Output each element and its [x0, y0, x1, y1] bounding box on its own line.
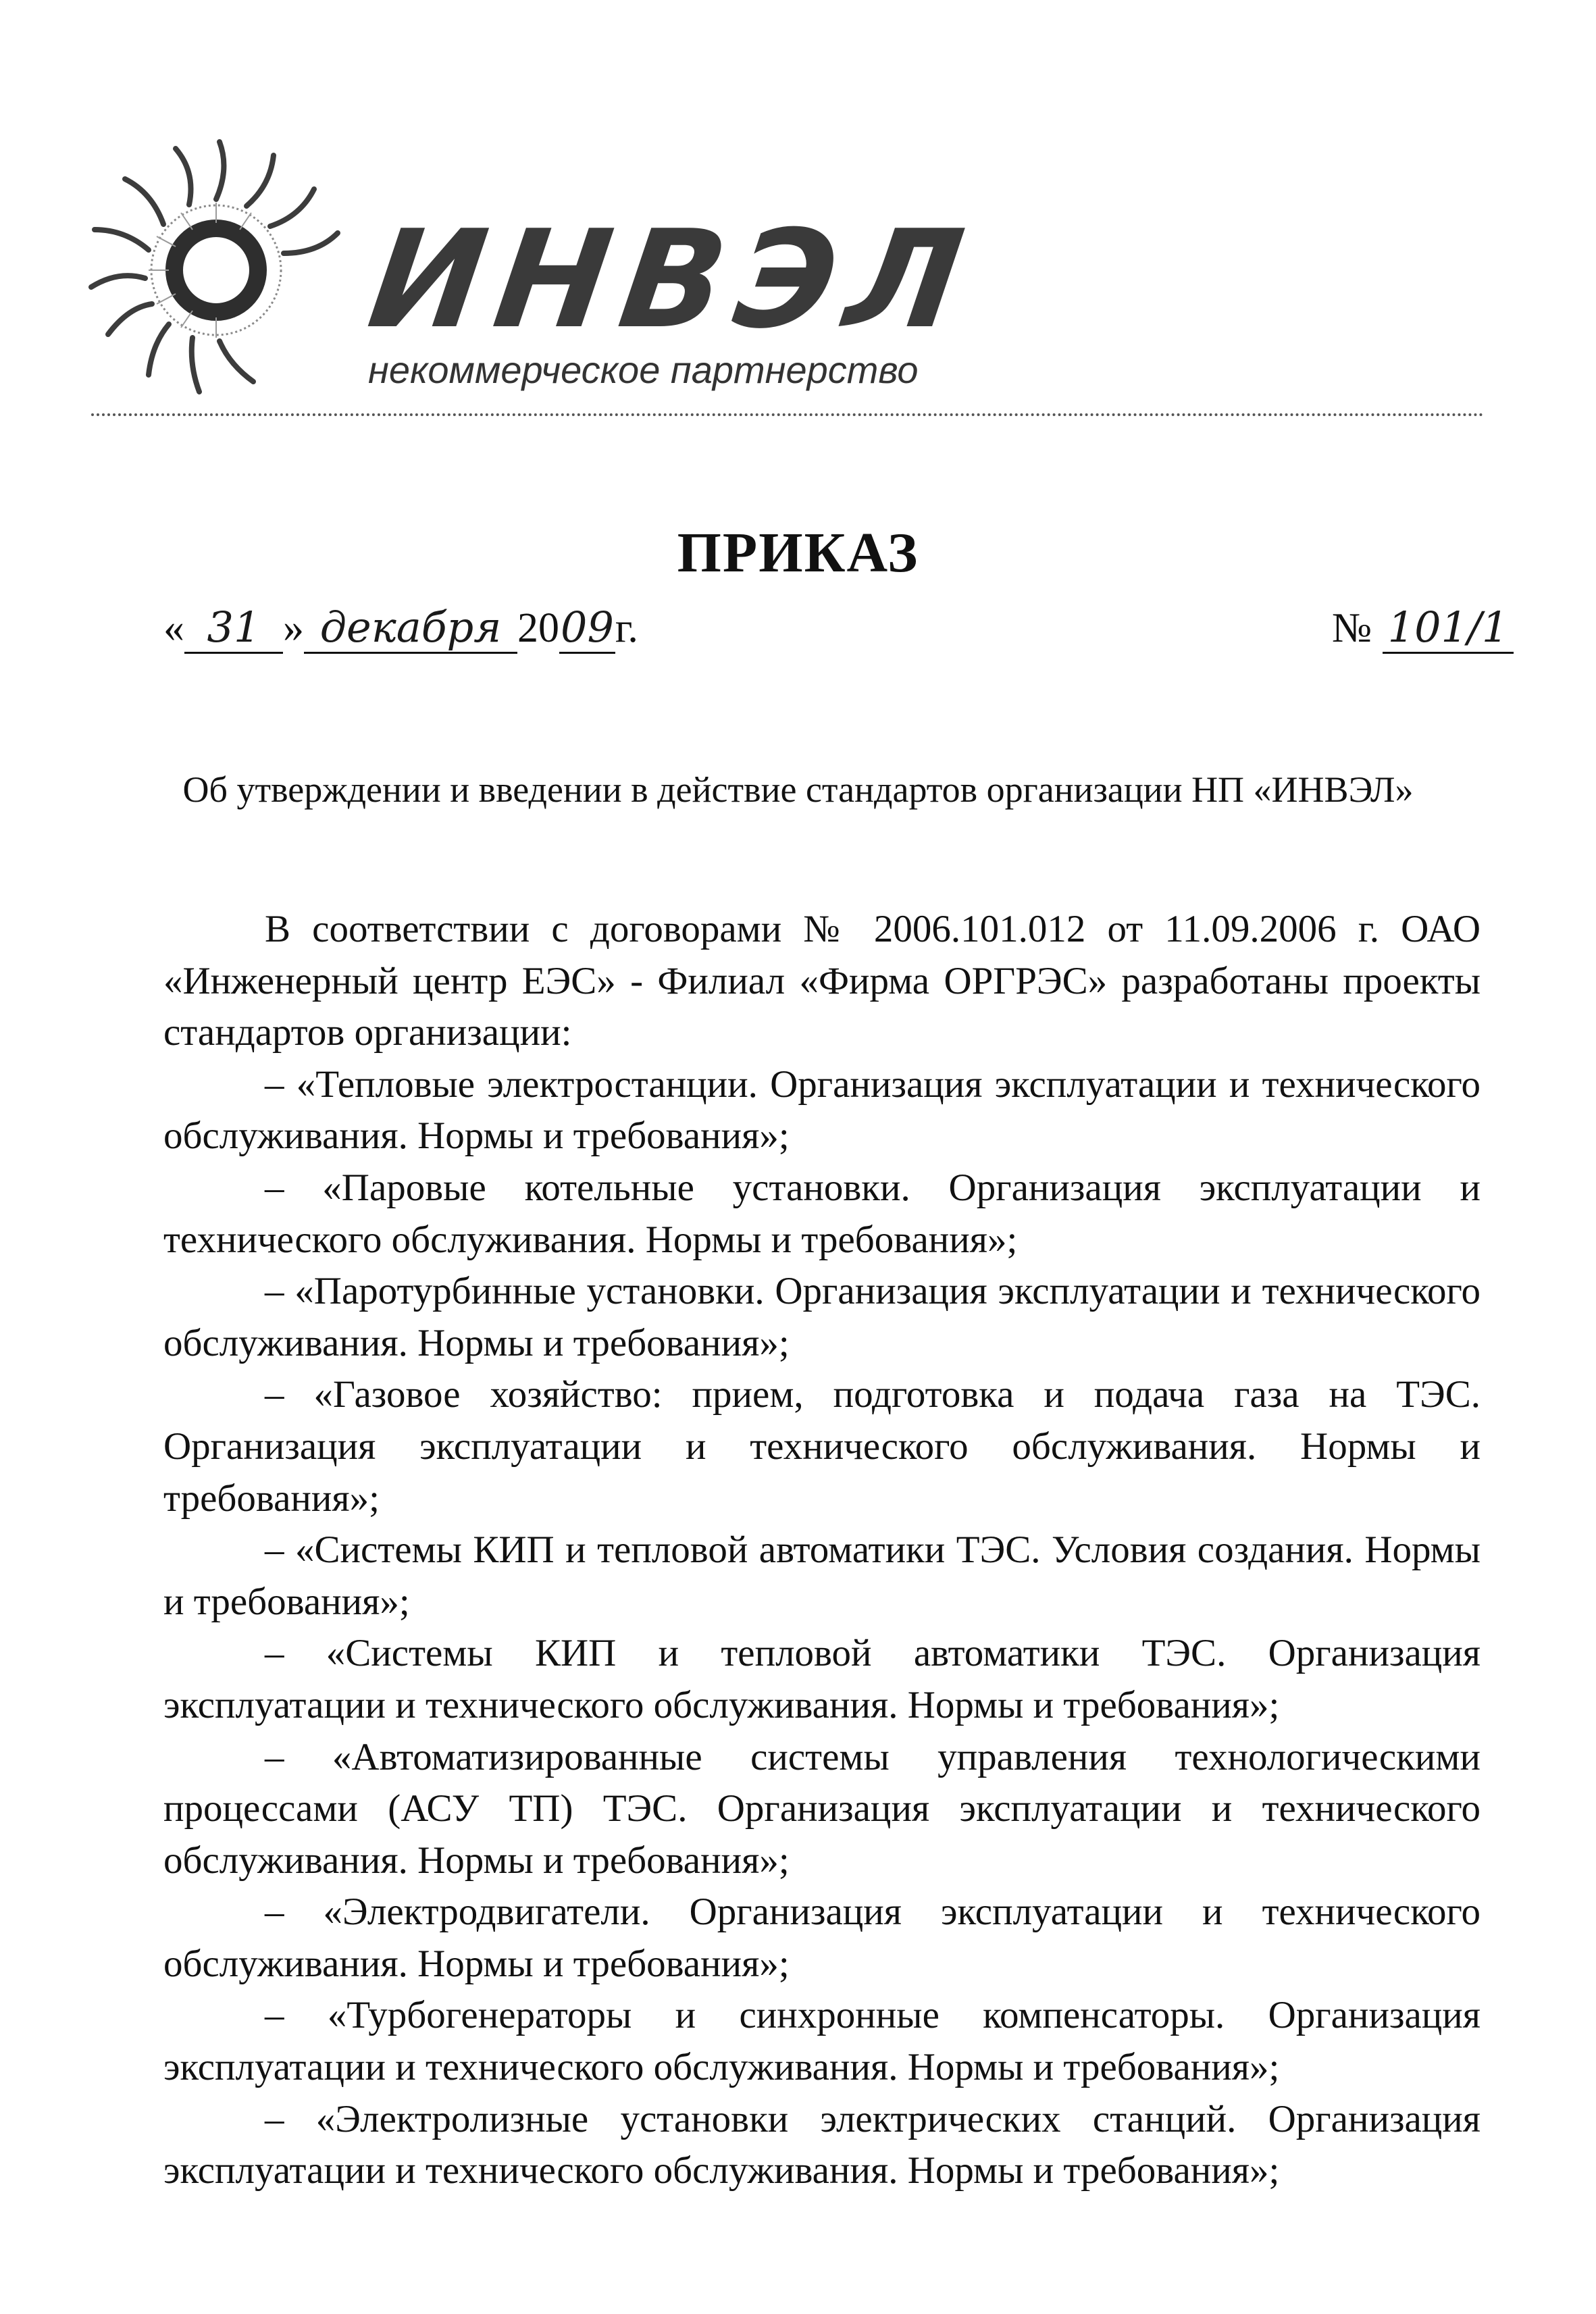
list-item: [163, 1369, 1481, 1524]
list-item-text: «Электродвигатели. Организация эксплуатации и технического обслуживания. Нормы и требования»;: [163, 1891, 1481, 1985]
list-dash: –: [265, 1735, 284, 1778]
organization-type: некоммерческое партнерство: [368, 349, 919, 391]
document-title: ПРИКАЗ: [677, 521, 919, 584]
date-year-mark: г.: [615, 605, 638, 651]
list-item-text: «Тепловые электростанции. Организация эксплуатации и технического обслуживания. Нормы и требования»;: [163, 1062, 1481, 1158]
letterhead-divider: [91, 413, 1484, 416]
list-item: [163, 1162, 1481, 1266]
letterhead: [88, 122, 984, 405]
list-dash: –: [265, 1994, 284, 2037]
list-dash: –: [265, 1632, 284, 1675]
list-item: [163, 1628, 1481, 1731]
list-dash: –: [265, 1166, 284, 1209]
date-open-quote: «: [163, 605, 184, 651]
order-date: [163, 602, 638, 654]
list-item-text: «Системы КИП и тепловой автоматики ТЭС. Условия создания. Нормы и требования»;: [163, 1528, 1481, 1623]
list-item-text: «Паротурбинные установки. Организация эксплуатации и технического обслуживания. Нормы и требования»;: [163, 1270, 1481, 1364]
order-subject: Об утверждении и введении в действие стандартов организации НП «ИНВЭЛ»: [182, 769, 1414, 810]
date-year-suffix: 09: [559, 602, 615, 654]
list-item: [163, 1990, 1481, 2093]
list-item: [163, 1886, 1481, 1990]
list-dash: –: [265, 1373, 284, 1416]
organization-logo-text: ИНВЭЛ: [360, 201, 984, 359]
list-item-text: «Системы КИП и тепловой автоматики ТЭС. Организация эксплуатации и технического обслуживания. Нормы и требования»;: [163, 1632, 1481, 1726]
list-item: [163, 1524, 1481, 1628]
list-item: [163, 2094, 1481, 2197]
list-dash: –: [265, 1891, 284, 1934]
list-item-text: «Турбогенераторы и синхронные компенсаторы. Организация эксплуатации и технического обслуживания. Нормы и требования»;: [163, 1994, 1481, 2089]
number-value: 101/1: [1383, 602, 1514, 654]
intro-paragraph: В соответствии с договорами № 2006.101.012 от 11.09.2006 г. ОАО «Инженерный центр ЕЭС» - Филиал «Фирма ОРГРЭС» разработаны проекты стандартов организации:: [163, 908, 1481, 1054]
number-sign: №: [1332, 605, 1372, 651]
order-number: [1332, 602, 1514, 654]
list-item-text: «Автоматизированные системы управления технологическими процессами (АСУ ТП) ТЭС. Организация эксплуатации и технического обслуживания. Нормы и требования»;: [163, 1735, 1481, 1882]
list-item-text: «Газовое хозяйство: прием, подготовка и подача газа на ТЭС. Организация эксплуатации и технического обслуживания. Нормы и требования»;: [163, 1373, 1481, 1520]
list-item-text: «Электролизные установки электрических станций. Организация эксплуатации и технического обслуживания. Нормы и требования»;: [163, 2097, 1481, 2192]
order-body: [163, 904, 1481, 2197]
date-close-quote: »: [283, 605, 304, 651]
date-day: 31: [184, 602, 283, 654]
list-dash: –: [265, 1528, 284, 1572]
list-dash: –: [265, 1270, 284, 1313]
list-dash: –: [265, 2097, 284, 2140]
list-dash: –: [265, 1062, 284, 1106]
list-item-text: «Паровые котельные установки. Организация эксплуатации и технического обслуживания. Нормы и требования»;: [163, 1166, 1481, 1261]
date-year-prefix: 20: [517, 605, 559, 651]
list-item: [163, 1732, 1481, 1887]
date-month: декабря: [304, 602, 517, 654]
list-item: [163, 1266, 1481, 1369]
sun-logo-icon: [88, 135, 385, 405]
list-item: [163, 1059, 1481, 1162]
